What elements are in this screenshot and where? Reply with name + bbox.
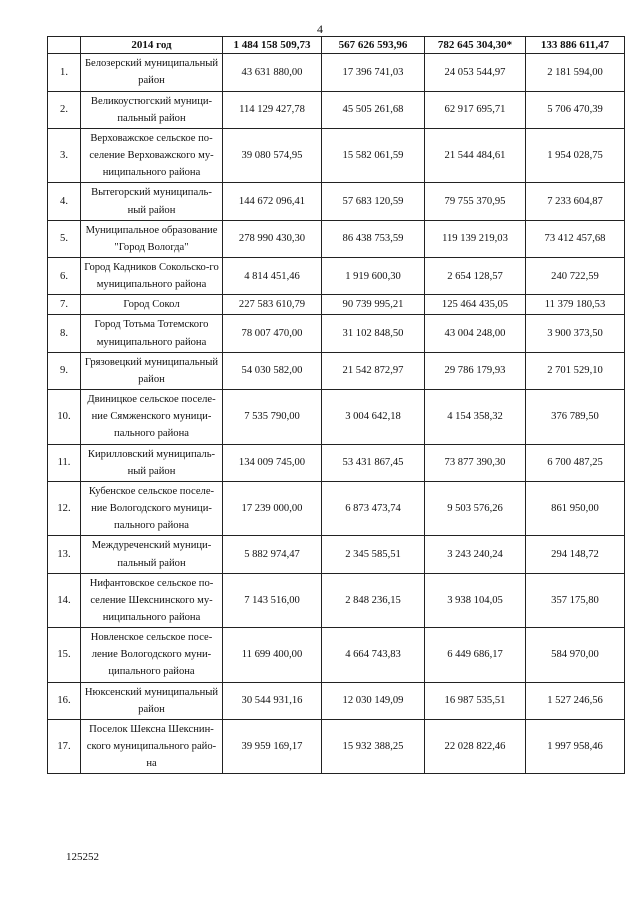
municipality-name: Новленское сельское посе-ление Вологодского муни-ципального района bbox=[81, 628, 223, 682]
header-number bbox=[48, 37, 81, 54]
row-column-3: 3 900 373,50 bbox=[526, 315, 625, 352]
header-year: 2014 год bbox=[81, 37, 223, 54]
row-column-2: 3 938 104,05 bbox=[425, 573, 526, 627]
header-column-1: 567 626 593,96 bbox=[322, 37, 425, 54]
row-column-2: 119 139 219,03 bbox=[425, 220, 526, 257]
header-total: 1 484 158 509,73 bbox=[223, 37, 322, 54]
row-column-3: 861 950,00 bbox=[526, 481, 625, 535]
header-column-2: 782 645 304,30* bbox=[425, 37, 526, 54]
row-column-1: 45 505 261,68 bbox=[322, 91, 425, 128]
row-total: 227 583 610,79 bbox=[223, 295, 322, 315]
row-number: 3. bbox=[48, 128, 81, 182]
municipality-name: Нифантовское сельское по-селение Шекснинского му-ниципального района bbox=[81, 573, 223, 627]
row-total: 114 129 427,78 bbox=[223, 91, 322, 128]
row-column-2: 9 503 576,26 bbox=[425, 481, 526, 535]
row-total: 7 535 790,00 bbox=[223, 390, 322, 444]
row-column-1: 3 004 642,18 bbox=[322, 390, 425, 444]
row-column-2: 2 654 128,57 bbox=[425, 258, 526, 295]
table-row bbox=[48, 183, 625, 220]
row-column-2: 6 449 686,17 bbox=[425, 628, 526, 682]
municipality-name: Город Тотьма Тотемского муниципального района bbox=[81, 315, 223, 352]
table-row bbox=[48, 444, 625, 481]
row-column-2: 16 987 535,51 bbox=[425, 682, 526, 719]
row-column-2: 125 464 435,05 bbox=[425, 295, 526, 315]
row-column-2: 73 877 390,30 bbox=[425, 444, 526, 481]
row-column-3: 376 789,50 bbox=[526, 390, 625, 444]
table-row bbox=[48, 390, 625, 444]
row-column-3: 1 954 028,75 bbox=[526, 128, 625, 182]
row-column-2: 4 154 358,32 bbox=[425, 390, 526, 444]
row-number: 12. bbox=[48, 481, 81, 535]
municipality-name: Вытегорский муниципаль-ный район bbox=[81, 183, 223, 220]
municipality-name: Верховажское сельское по-селение Верховажского му-ниципального района bbox=[81, 128, 223, 182]
table-row bbox=[48, 258, 625, 295]
table-row bbox=[48, 628, 625, 682]
row-total: 11 699 400,00 bbox=[223, 628, 322, 682]
row-column-3: 5 706 470,39 bbox=[526, 91, 625, 128]
row-column-3: 1 527 246,56 bbox=[526, 682, 625, 719]
row-column-3: 11 379 180,53 bbox=[526, 295, 625, 315]
municipality-name: Нюксенский муниципальный район bbox=[81, 682, 223, 719]
row-column-1: 21 542 872,97 bbox=[322, 352, 425, 389]
row-number: 17. bbox=[48, 719, 81, 773]
row-number: 1. bbox=[48, 54, 81, 91]
row-total: 134 009 745,00 bbox=[223, 444, 322, 481]
row-total: 278 990 430,30 bbox=[223, 220, 322, 257]
budget-table bbox=[47, 36, 625, 774]
row-number: 4. bbox=[48, 183, 81, 220]
row-total: 144 672 096,41 bbox=[223, 183, 322, 220]
row-column-2: 24 053 544,97 bbox=[425, 54, 526, 91]
table-row bbox=[48, 220, 625, 257]
row-column-1: 1 919 600,30 bbox=[322, 258, 425, 295]
row-column-1: 2 345 585,51 bbox=[322, 536, 425, 573]
row-column-1: 15 932 388,25 bbox=[322, 719, 425, 773]
row-column-3: 1 997 958,46 bbox=[526, 719, 625, 773]
row-number: 11. bbox=[48, 444, 81, 481]
table-row bbox=[48, 481, 625, 535]
row-total: 78 007 470,00 bbox=[223, 315, 322, 352]
row-column-1: 57 683 120,59 bbox=[322, 183, 425, 220]
row-number: 7. bbox=[48, 295, 81, 315]
row-column-3: 584 970,00 bbox=[526, 628, 625, 682]
row-number: 9. bbox=[48, 352, 81, 389]
row-column-1: 12 030 149,09 bbox=[322, 682, 425, 719]
row-column-2: 29 786 179,93 bbox=[425, 352, 526, 389]
row-number: 8. bbox=[48, 315, 81, 352]
row-column-2: 21 544 484,61 bbox=[425, 128, 526, 182]
row-total: 5 882 974,47 bbox=[223, 536, 322, 573]
municipality-name: Город Кадников Сокольско-го муниципального района bbox=[81, 258, 223, 295]
table-row bbox=[48, 719, 625, 773]
document-code: 125252 bbox=[66, 851, 99, 863]
table-row bbox=[48, 91, 625, 128]
row-column-3: 357 175,80 bbox=[526, 573, 625, 627]
row-column-3: 7 233 604,87 bbox=[526, 183, 625, 220]
row-total: 30 544 931,16 bbox=[223, 682, 322, 719]
row-column-2: 79 755 370,95 bbox=[425, 183, 526, 220]
row-column-1: 86 438 753,59 bbox=[322, 220, 425, 257]
table-row bbox=[48, 128, 625, 182]
row-number: 6. bbox=[48, 258, 81, 295]
municipality-name: Двиницкое сельское поселе-ние Сямженского муници-пального района bbox=[81, 390, 223, 444]
row-column-1: 17 396 741,03 bbox=[322, 54, 425, 91]
table-row bbox=[48, 315, 625, 352]
row-number: 14. bbox=[48, 573, 81, 627]
row-column-3: 6 700 487,25 bbox=[526, 444, 625, 481]
table-body bbox=[48, 54, 625, 774]
row-column-1: 2 848 236,15 bbox=[322, 573, 425, 627]
municipality-name: Город Сокол bbox=[81, 295, 223, 315]
row-total: 39 959 169,17 bbox=[223, 719, 322, 773]
row-column-1: 53 431 867,45 bbox=[322, 444, 425, 481]
row-column-1: 90 739 995,21 bbox=[322, 295, 425, 315]
municipality-name: Поселок Шексна Шекснин-ского муниципального райо-на bbox=[81, 719, 223, 773]
row-column-2: 3 243 240,24 bbox=[425, 536, 526, 573]
row-column-3: 2 701 529,10 bbox=[526, 352, 625, 389]
table-header-row bbox=[48, 37, 625, 54]
table-row bbox=[48, 54, 625, 91]
row-column-2: 62 917 695,71 bbox=[425, 91, 526, 128]
municipality-name: Грязовецкий муниципальный район bbox=[81, 352, 223, 389]
municipality-name: Кирилловский муниципаль-ный район bbox=[81, 444, 223, 481]
row-total: 43 631 880,00 bbox=[223, 54, 322, 91]
table-row bbox=[48, 536, 625, 573]
page-number: 4 bbox=[317, 22, 323, 36]
header-column-3: 133 886 611,47 bbox=[526, 37, 625, 54]
row-number: 2. bbox=[48, 91, 81, 128]
row-total: 54 030 582,00 bbox=[223, 352, 322, 389]
row-total: 7 143 516,00 bbox=[223, 573, 322, 627]
row-column-2: 43 004 248,00 bbox=[425, 315, 526, 352]
row-total: 4 814 451,46 bbox=[223, 258, 322, 295]
table-row bbox=[48, 295, 625, 315]
municipality-name: Муниципальное образование "Город Вологда" bbox=[81, 220, 223, 257]
row-column-3: 240 722,59 bbox=[526, 258, 625, 295]
row-number: 13. bbox=[48, 536, 81, 573]
municipality-name: Великоустюгский муници-пальный район bbox=[81, 91, 223, 128]
row-column-3: 294 148,72 bbox=[526, 536, 625, 573]
row-column-1: 31 102 848,50 bbox=[322, 315, 425, 352]
row-number: 15. bbox=[48, 628, 81, 682]
row-column-1: 6 873 473,74 bbox=[322, 481, 425, 535]
table-row bbox=[48, 573, 625, 627]
row-number: 10. bbox=[48, 390, 81, 444]
row-number: 5. bbox=[48, 220, 81, 257]
municipality-name: Кубенское сельское поселе-ние Вологодского муници-пального района bbox=[81, 481, 223, 535]
row-column-3: 2 181 594,00 bbox=[526, 54, 625, 91]
row-total: 39 080 574,95 bbox=[223, 128, 322, 182]
row-column-1: 15 582 061,59 bbox=[322, 128, 425, 182]
row-column-3: 73 412 457,68 bbox=[526, 220, 625, 257]
municipality-name: Междуреченский муници-пальный район bbox=[81, 536, 223, 573]
row-column-2: 22 028 822,46 bbox=[425, 719, 526, 773]
municipality-name: Белозерский муниципальный район bbox=[81, 54, 223, 91]
row-column-1: 4 664 743,83 bbox=[322, 628, 425, 682]
table-row bbox=[48, 682, 625, 719]
row-total: 17 239 000,00 bbox=[223, 481, 322, 535]
row-number: 16. bbox=[48, 682, 81, 719]
table-row bbox=[48, 352, 625, 389]
